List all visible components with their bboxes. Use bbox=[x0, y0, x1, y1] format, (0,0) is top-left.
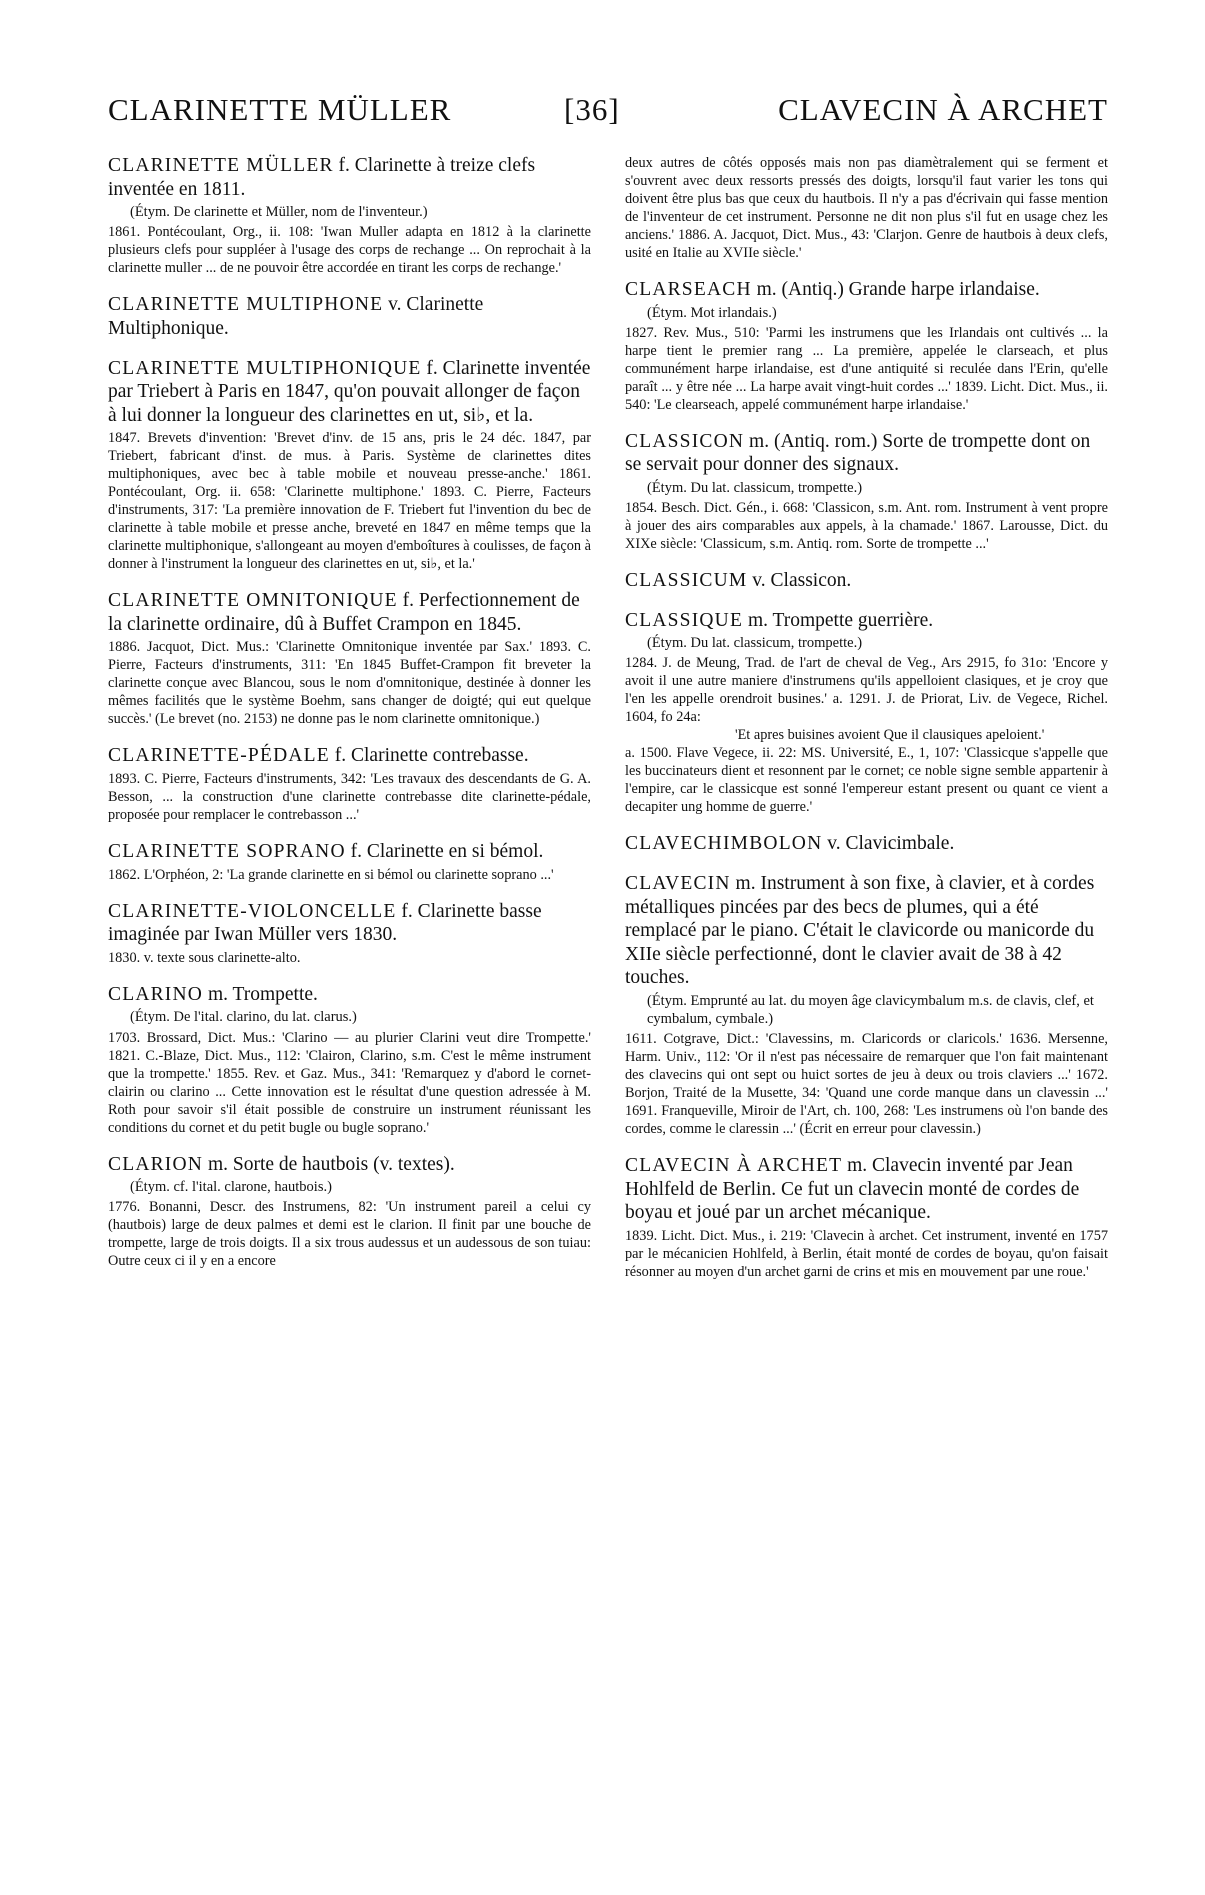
citation: 1861. Pontécoulant, Org., ii. 108: 'Iwan Muller adapta en 1812 à la clarinette plusieurs clefs pour suppléer à l'usage des corps de rechange ... On reprochait à la clarinette muller ... de ne pouvoir être accordée en tirant les corps de rechange.' bbox=[108, 224, 591, 277]
citation: 1862. L'Orphéon, 2: 'La grande clarinette en si bémol ou clarinette soprano ...' bbox=[108, 866, 554, 883]
headword: CLAVECIN bbox=[625, 872, 731, 894]
entry bbox=[108, 840, 591, 884]
etymology: (Étym. Du lat. classicum, trompette.) bbox=[647, 479, 863, 496]
entry bbox=[625, 872, 1108, 1138]
citation: 1854. Besch. Dict. Gén., i. 668: 'Classicon, s.m. Ant. rom. Instrument à vent propre à jouer des airs comparables aux appels, à la chamade.' 1867. Larousse, Dict. du XIXe siècle: 'Classicum, s.m. Antiq. rom. Sorte de trompette ...' bbox=[625, 500, 1108, 553]
headword: CLARSEACH bbox=[625, 279, 752, 300]
entry bbox=[625, 609, 1108, 817]
entry bbox=[625, 569, 1108, 593]
headword: CLARINETTE SOPRANO bbox=[108, 841, 346, 863]
headword: CLARINETTE MULTIPHONE bbox=[108, 294, 384, 316]
citation: 1611. Cotgrave, Dict.: 'Clavessins, m. Claricords or claricols.' 1636. Mersenne, Harm. Univ., 112: 'Or il n'est pas nécessaire de remarquer que l'on fait maintenant des clavecins qui ont sept ou huict sortes de jeu à deux ou trois claviers ...' 1672. Borjon, Traité de la Musette, 34: 'Quand une corde manque dans un clavessin ...' 1691. Franqueville, Miroir de l'Art, ch. 100, 268: 'Les instrumens où l'on bande des cordes, comme le claressin ...' (Écrit en erreur pour clavessin.) bbox=[625, 1031, 1108, 1138]
definition: f. Clarinette en si bémol. bbox=[350, 841, 544, 863]
definition: f. Perfectionnement de la clarinette ordinaire, dû à Buffet Crampon en 1845. bbox=[108, 590, 580, 635]
verse-quotation: 'Et apres buisines avoient Que il clausiques apeloient.' bbox=[735, 727, 1045, 744]
dictionary-page bbox=[108, 92, 1108, 1280]
running-header bbox=[108, 92, 1108, 144]
definition: m. (Antiq.) Grande harpe irlandaise. bbox=[756, 279, 1040, 300]
definition: v. Clavicimbale. bbox=[827, 833, 955, 855]
definition: m. Trompette. bbox=[207, 983, 318, 1005]
headword: CLARINETTE MULTIPHONIQUE bbox=[108, 357, 422, 379]
definition: f. Clarinette à treize clefs inventée en 1811. bbox=[108, 155, 536, 200]
definition: m. Clavecin inventé par Jean Hohlfeld de Berlin. Ce fut un clavecin monté de cordes de boyau et joué par un archet mécanique. bbox=[625, 1155, 1080, 1224]
entry bbox=[108, 983, 591, 1137]
entry bbox=[108, 357, 591, 574]
headword: CLARION bbox=[108, 1153, 204, 1175]
entry bbox=[108, 154, 591, 277]
citation: 1827. Rev. Mus., 510: 'Parmi les instrumens que les Irlandais ont cultivés ... la harpe tient le premier rang ... La première, appelée le clarseach, et plus communément harpe irlandaise, est d'une antiquité si reculée dans l'Erin, qu'elle paraît ... y être née ... La harpe avait vingt-huit cordes ...' 1839. Licht. Dict. Mus., ii. 540: 'Le clearseach, appelé communément harpe irlandaise.' bbox=[625, 324, 1108, 413]
header-left-guideword: CLARINETTE MÜLLER bbox=[108, 92, 452, 127]
etymology: (Étym. cf. l'ital. clarone, hautbois.) bbox=[130, 1179, 332, 1196]
page-number: [36] bbox=[564, 92, 620, 127]
citation: 1703. Brossard, Dict. Mus.: 'Clarino — au plurier Clarini veut dire Trompette.' 1821. C.-Blaze, Dict. Mus., 112: 'Clairon, Clarino, s.m. C'est le même instrument que la trompette.' 1855. Rev. et Gaz. Mus., 341: 'Remarquez y d'abord le cornet-clairin ou clarino ... Cette innovation est le résultat d'une question adressée à M. Roth pour savoir s'il était possible de construire un instrument réunissant les conditions du cornet et du petit bugle ou bugle soprano.' bbox=[108, 1029, 591, 1136]
header-right-guideword: CLAVECIN À ARCHET bbox=[778, 92, 1108, 127]
entry bbox=[108, 744, 591, 824]
entry bbox=[625, 430, 1108, 553]
entry bbox=[108, 1153, 591, 1271]
left-column bbox=[108, 154, 591, 1286]
definition: m. Trompette guerrière. bbox=[747, 609, 934, 631]
definition: f. Clarinette inventée par Triebert à Paris en 1847, qu'on pouvait allonger de façon à lui donner la longueur des clarinettes en ut, si♭, et la. bbox=[108, 357, 591, 426]
headword: CLARINETTE-VIOLONCELLE bbox=[108, 900, 397, 922]
citation: 1284. J. de Meung, Trad. de l'art de cheval de Veg., Ars 2915, fo 31o: 'Encore y avoit il une autre maniere d'instrumens qu'ils appelloient clasiques, et je croy que l'en les appelle orendroit busines.' a. 1291. J. de Priorat, Liv. de Vegece, Richel. 1604, fo 24a: bbox=[625, 655, 1108, 726]
right-column bbox=[625, 154, 1108, 1297]
definition: m. Instrument à son fixe, à clavier, et à cordes métalliques pincées par des becs de plumes, qui a été remplacé par le piano. C'était le clavicorde ou manicorde du XIIe siècle perfectionné, dont le clavier avait de 38 à 42 touches. bbox=[625, 872, 1095, 989]
citation: 1776. Bonanni, Descr. des Instrumens, 82: 'Un instrument pareil a celui cy (hautbois) large de deux palmes et demi est le clarion. Il finit par une bouche de trompette, large de trois doigts. Il a six trous audessus et un audessous de son tuiau: Outre ceux ci il y en a encore bbox=[108, 1199, 591, 1270]
entry bbox=[108, 589, 591, 728]
citation: 1847. Brevets d'invention: 'Brevet d'inv. de 15 ans, pris le 24 déc. 1847, par Triebert, fabricant d'inst. de mus. à Paris. Système de clarinettes dites multiphoniques, avec bec à table mobile et nouveau presse-anche.' 1861. Pontécoulant, Org. ii. 658: 'Clarinette multiphone.' 1893. C. Pierre, Facteurs d'instruments, 317: 'La première innovation de F. Triebert fut l'invention du bec de clarinette à table mobile et presse anche, breveté en 1847 en même temps que la clarinette multiphonique, s'allongeant au moyen d'emboîtures à coulisses, de façon à donner à l'instrument la longueur des clarinettes en ut, si♭, et la.' bbox=[108, 430, 591, 573]
entry bbox=[625, 832, 1108, 856]
headword: CLASSICON bbox=[625, 430, 745, 452]
entry bbox=[625, 278, 1108, 414]
headword: CLAVECHIMBOLON bbox=[625, 833, 823, 855]
citation: 1830. v. texte sous clarinette-alto. bbox=[108, 949, 301, 966]
citation: deux autres de côtés opposés mais non pas diamètralement qui se ferment et s'ouvrent avec deux ressorts pressés des doigts, lorsqu'il faut varier les tons qui doivent être plus bas que ceux du hautbois. Il n'y a pas d'écrivain qui fasse mention de l'inventeur de cet instrument. Personne ne dit non plus s'il fut en usage chez les anciens.' 1886. A. Jacquot, Dict. Mus., 43: 'Clarjon. Genre de hautbois à deux clefs, usité en Italie au XVIIe siècle.' bbox=[625, 155, 1108, 261]
headword: CLARINETTE OMNITONIQUE bbox=[108, 590, 398, 612]
headword: CLARINETTE MÜLLER bbox=[108, 155, 334, 176]
definition: v. Clarinette Multiphonique. bbox=[108, 294, 484, 339]
entry bbox=[108, 900, 591, 967]
definition: f. Clarinette basse imaginée par Iwan Müller vers 1830. bbox=[108, 900, 542, 946]
headword: CLASSIQUE bbox=[625, 609, 744, 631]
entry bbox=[625, 1154, 1108, 1281]
definition: m. (Antiq. rom.) Sorte de trompette dont on se servait pour donner des signaux. bbox=[625, 430, 1091, 476]
definition: f. Clarinette contrebasse. bbox=[334, 745, 529, 767]
citation: 1893. C. Pierre, Facteurs d'instruments, 342: 'Les travaux des descendants de G. A. Besson, ... la construction d'une clarinette contrebasse dite clarinette-pédale, proposée pour remplacer le contrebasson ...' bbox=[108, 771, 591, 824]
headword: CLARINETTE-PÉDALE bbox=[108, 745, 330, 767]
etymology: (Étym. De l'ital. clarino, du lat. clarus.) bbox=[130, 1009, 357, 1026]
headword: CLASSICUM bbox=[625, 570, 748, 592]
citation: a. 1500. Flave Vegece, ii. 22: MS. Université, E., 1, 107: 'Classicque s'appelle que les buccinateurs dient et resonnent par le cornet; ce noble signe semble appartenir à l'empire, car le classicque est sonné l'empereur estant present ou quant ce vient a decapiter ung homme de guerre.' bbox=[625, 745, 1108, 816]
citation: 1839. Licht. Dict. Mus., i. 219: 'Clavecin à archet. Cet instrument, inventé en 1757 par le mécanicien Hohlfeld, à Berlin, était monté de cordes de boyau, qu'on faisait résonner au moyen d'un archet garni de crins et mis en mouvement par une roue.' bbox=[625, 1227, 1108, 1280]
definition: m. Sorte de hautbois (v. textes). bbox=[207, 1153, 455, 1175]
etymology: (Étym. Du lat. classicum, trompette.) bbox=[647, 635, 863, 652]
etymology: (Étym. Mot irlandais.) bbox=[647, 304, 777, 321]
headword: CLAVECIN À ARCHET bbox=[625, 1155, 843, 1177]
headword: CLARINO bbox=[108, 983, 204, 1005]
definition: v. Classicon. bbox=[752, 570, 852, 592]
entry bbox=[108, 293, 591, 340]
citation: 1886. Jacquot, Dict. Mus.: 'Clarinette Omnitonique inventée par Sax.' 1893. C. Pierre, Facteurs d'instruments, 311: 'En 1845 Buffet-Crampon fit breveter la clarinette conçue avec Blancou, sous le nom d'omnitonique, destinée à donner les mêmes facilités que le système Boehm, sans changer de doigté; qui eut quelque succès.' (Le brevet (no. 2153) ne donne pas le nom clarinette omnitonique.) bbox=[108, 639, 591, 728]
entry-continuation bbox=[625, 154, 1108, 262]
etymology: (Étym. De clarinette et Müller, nom de l'inventeur.) bbox=[130, 204, 428, 221]
etymology: (Étym. Emprunté au lat. du moyen âge clavicymbalum m.s. de clavis, clef, et cymbalum, cymbale.) bbox=[647, 992, 1094, 1028]
